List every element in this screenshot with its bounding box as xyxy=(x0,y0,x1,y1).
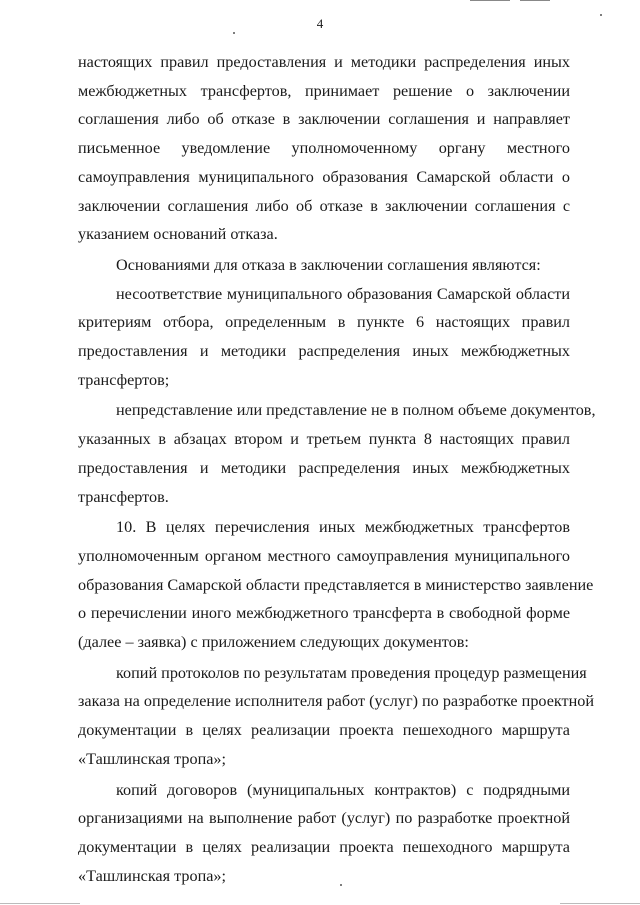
scan-artifact xyxy=(520,0,550,1)
text-line: трансфертов. xyxy=(78,487,169,506)
paragraph xyxy=(78,513,594,657)
scan-speck xyxy=(233,32,235,34)
scan-speck xyxy=(340,884,342,886)
text-line: 10. В целях перечисления иных межбюджетных трансфертов xyxy=(116,518,570,537)
page-number: 4 xyxy=(316,16,324,31)
paragraph xyxy=(78,776,570,891)
text-line: образования Самарской области представляется в министерство заявление xyxy=(78,575,594,594)
scan-artifact xyxy=(0,903,80,904)
text-line: «Ташлинская тропа»; xyxy=(78,866,227,885)
text-line: самоуправления муниципального образования Самарской области о xyxy=(78,167,570,186)
document-body xyxy=(78,48,596,890)
text-line: документации в целях реализации проекта пешеходного маршрута xyxy=(78,837,570,856)
text-line: непредставление или представление не в полном объеме документов, xyxy=(116,401,596,420)
text-line: заказа на определение исполнителя работ (услуг) по разработке проектной xyxy=(78,692,595,711)
text-line: копий протоколов по результатам проведения процедур размещения xyxy=(116,663,587,682)
paragraph xyxy=(78,659,595,774)
text-line: письменное уведомление уполномоченному органу местного xyxy=(78,139,570,158)
text-line: критериям отбора, определенным в пункте 6 настоящих правил xyxy=(78,313,570,332)
text-line: указанных в абзацах втором и третьем пункта 8 настоящих правил xyxy=(78,430,570,449)
text-line: (далее – заявка) с приложением следующих документов: xyxy=(78,633,469,652)
text-line: копий договоров (муниципальных контрактов) с подрядными xyxy=(116,780,570,799)
scan-artifact xyxy=(470,0,510,1)
text-line: межбюджетных трансфертов, принимает решение о заключении xyxy=(78,81,570,100)
text-line: трансфертов; xyxy=(78,370,170,389)
text-line: уполномоченным органом местного самоуправления муниципального xyxy=(78,546,570,565)
text-line: предоставления и методики распределения иных межбюджетных xyxy=(78,458,570,477)
text-line: соглашения либо об отказе в заключении соглашения и направляет xyxy=(78,110,570,129)
paragraph xyxy=(78,251,570,280)
text-line: указанием оснований отказа. xyxy=(78,225,278,244)
text-line: предоставления и методики распределения иных межбюджетных xyxy=(78,342,570,361)
paragraph xyxy=(78,280,570,395)
text-line: организациями на выполнение работ (услуг) по разработке проектной xyxy=(78,809,570,828)
paragraph xyxy=(78,396,596,511)
text-line: Основаниями для отказа в заключении соглашения являются: xyxy=(116,255,541,274)
text-line: несоответствие муниципального образования Самарской области xyxy=(116,284,570,303)
text-line: «Ташлинская тропа»; xyxy=(78,749,227,768)
text-line: документации в целях реализации проекта пешеходного маршрута xyxy=(78,721,570,740)
scan-speck xyxy=(600,14,602,16)
text-line: заключении соглашения либо об отказе в заключении соглашения с xyxy=(78,196,570,215)
scan-artifact xyxy=(560,903,640,904)
paragraph xyxy=(78,48,570,249)
text-line: настоящих правил предоставления и методики распределения иных xyxy=(78,53,570,71)
text-line: о перечислении иного межбюджетного трансферта в свободной форме xyxy=(78,604,570,623)
